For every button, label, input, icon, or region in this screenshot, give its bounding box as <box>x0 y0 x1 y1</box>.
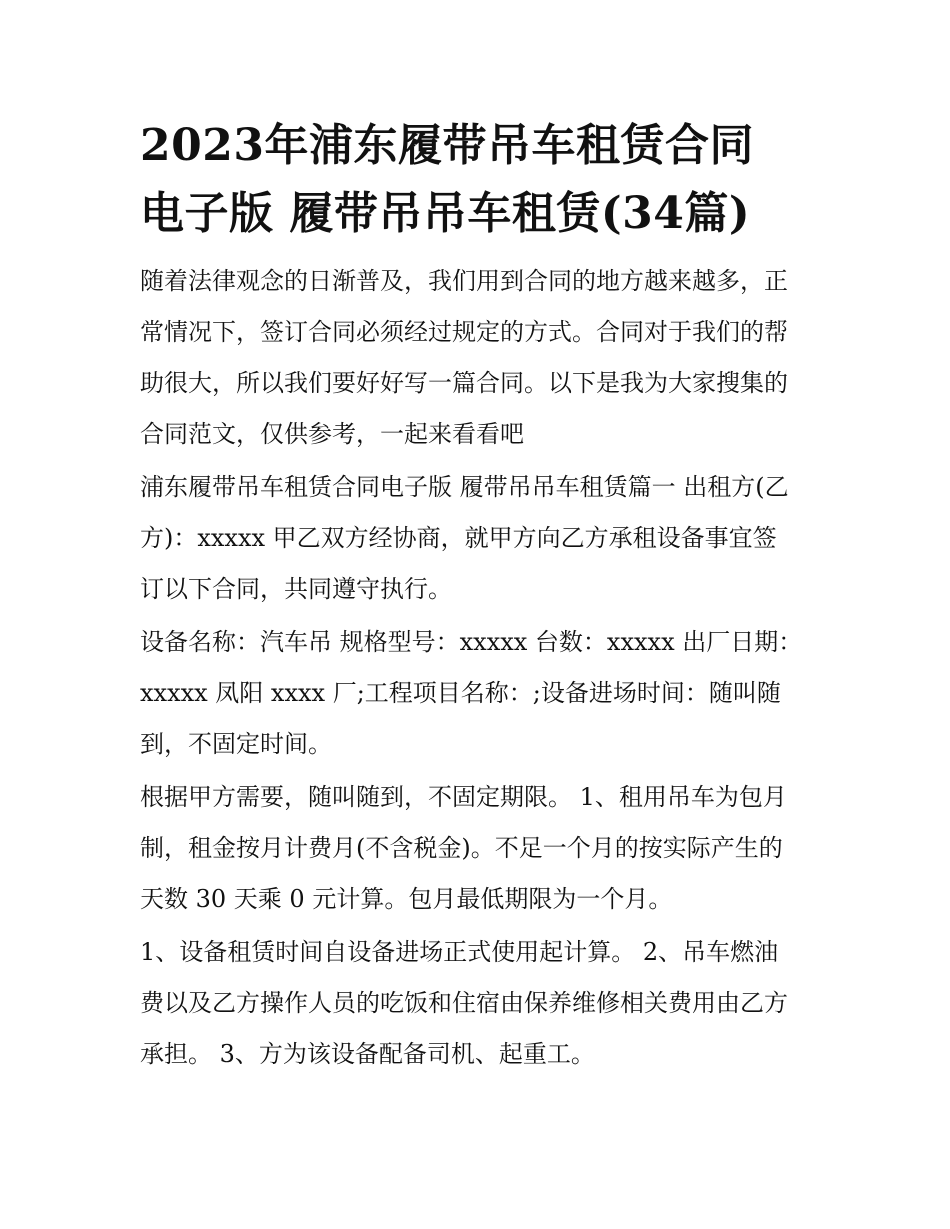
rental-terms-paragraph <box>140 772 812 925</box>
text-line: 订以下合同，共同遵守执行。 <box>140 575 452 603</box>
text-line: 方)：xxxxx 甲乙双方经协商，就甲方向乙方承租设备事宜签 <box>140 524 777 552</box>
text-line: 制，租金按月计费月(不含税金)。不足一个月的按实际产生的 <box>140 834 783 862</box>
document-page <box>140 112 812 1080</box>
text-line: 承担。 3、方为该设备配备司机、起重工。 <box>140 1040 595 1068</box>
text-line: 随着法律观念的日渐普及，我们用到合同的地方越来越多，正 <box>140 267 788 295</box>
text-line: xxxxx 凤阳 xxxx 厂;工程项目名称：;设备进场时间：随叫随 <box>140 679 781 707</box>
text-line: 常情况下，签订合同必须经过规定的方式。合同对于我们的帮 <box>140 318 788 346</box>
title-line: 电子版 履带吊吊车租赁(34篇) <box>140 188 751 239</box>
text-line: 到，不固定时间。 <box>140 730 332 758</box>
responsibility-paragraph <box>140 927 812 1080</box>
title-line: 2023年浦东履带吊车租赁合同 <box>140 120 754 171</box>
equipment-info-paragraph <box>140 617 812 770</box>
text-line: 1、设备租赁时间自设备进场正式使用起计算。 2、吊车燃油 <box>140 938 779 966</box>
text-line: 合同范文，仅供参考，一起来看看吧 <box>140 420 524 448</box>
text-line: 助很大，所以我们要好好写一篇合同。以下是我为大家搜集的 <box>140 369 788 397</box>
document-title <box>140 112 812 248</box>
text-line: 根据甲方需要，随叫随到，不固定期限。 1、租用吊车为包月 <box>140 783 787 811</box>
intro-paragraph <box>140 256 812 460</box>
contract-parties-paragraph <box>140 462 812 615</box>
text-line: 浦东履带吊车租赁合同电子版 履带吊吊车租赁篇一 出租方(乙 <box>140 473 789 501</box>
text-line: 天数 30 天乘 0 元计算。包月最低期限为一个月。 <box>140 885 673 913</box>
text-line: 费以及乙方操作人员的吃饭和住宿由保养维修相关费用由乙方 <box>140 989 788 1017</box>
text-line: 设备名称：汽车吊 规格型号：xxxxx 台数：xxxxx 出厂日期： <box>140 628 803 656</box>
